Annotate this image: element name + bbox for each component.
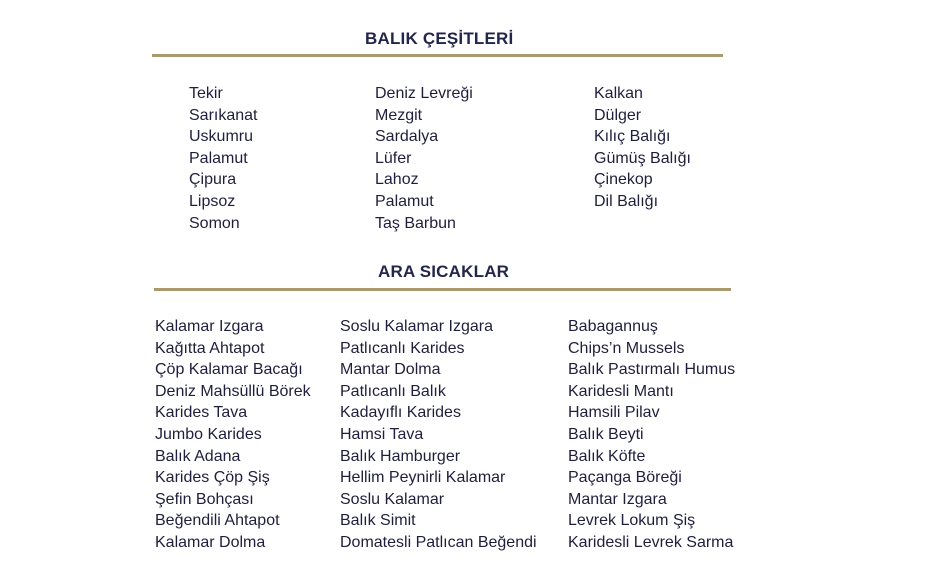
hot-section-title: ARA SICAKLAR bbox=[378, 262, 510, 281]
fish-column-2 bbox=[375, 83, 473, 234]
menu-item: Paçanga Böreği bbox=[568, 469, 682, 487]
hot-column-3 bbox=[568, 316, 735, 554]
menu-item: Kağıtta Ahtapot bbox=[155, 339, 265, 357]
menu-item: Patlıcanlı Balık bbox=[340, 382, 446, 400]
menu-item: Karidesli Levrek Sarma bbox=[568, 533, 734, 551]
menu-item: Balık Köfte bbox=[568, 447, 646, 465]
menu-item: Balık Simit bbox=[340, 512, 416, 530]
menu-item: Chips’n Mussels bbox=[568, 339, 685, 357]
menu-item: Hamsili Pilav bbox=[568, 404, 660, 422]
menu-item: Soslu Kalamar Izgara bbox=[340, 318, 493, 335]
menu-item: Gümüş Balığı bbox=[594, 149, 691, 167]
hot-column-2 bbox=[340, 316, 537, 554]
hot-column-1 bbox=[155, 316, 311, 554]
menu-item: Balık Beyti bbox=[568, 425, 644, 443]
hot-section-divider bbox=[154, 288, 731, 291]
menu-item: Mantar Dolma bbox=[340, 361, 441, 379]
menu-item: Kadayıflı Karides bbox=[340, 404, 461, 422]
menu-item: Lahoz bbox=[375, 171, 419, 189]
menu-item: Mantar Izgara bbox=[568, 490, 667, 508]
menu-item: Çöp Kalamar Bacağı bbox=[155, 361, 303, 379]
menu-item: Taş Barbun bbox=[375, 214, 456, 232]
menu-item: Kalamar Dolma bbox=[155, 533, 266, 551]
menu-item: Deniz Levreği bbox=[375, 85, 473, 102]
menu-item: Patlıcanlı Karides bbox=[340, 339, 465, 357]
menu-item: Soslu Kalamar bbox=[340, 490, 445, 508]
menu-item: Karides Tava bbox=[155, 404, 248, 422]
fish-column-1 bbox=[189, 83, 257, 234]
menu-item: Lüfer bbox=[375, 149, 412, 167]
fish-column-3 bbox=[594, 83, 691, 213]
menu-item: Sarıkanat bbox=[189, 106, 258, 124]
menu-item: Karidesli Mantı bbox=[568, 382, 674, 400]
menu-item: Jumbo Karides bbox=[155, 425, 262, 443]
menu-item: Balık Hamburger bbox=[340, 447, 461, 465]
menu-item: Kalamar Izgara bbox=[155, 318, 264, 335]
menu-item: Babagannuş bbox=[568, 318, 658, 335]
menu-item: Beğendili Ahtapot bbox=[155, 512, 280, 530]
menu-item: Hellim Peynirli Kalamar bbox=[340, 469, 506, 487]
menu-item: Balık Pastırmalı Humus bbox=[568, 361, 736, 379]
menu-item: Mezgit bbox=[375, 106, 423, 124]
menu-item: Uskumru bbox=[189, 128, 254, 146]
menu-item: Lipsoz bbox=[189, 192, 236, 210]
menu-item: Kalkan bbox=[594, 85, 643, 102]
menu-item: Karides Çöp Şiş bbox=[155, 469, 270, 487]
menu-item: Domatesli Patlıcan Beğendi bbox=[340, 533, 537, 551]
fish-section-title: BALIK ÇEŞİTLERİ bbox=[365, 29, 514, 48]
menu-item: Palamut bbox=[375, 192, 434, 210]
menu-item: Tekir bbox=[189, 85, 223, 102]
menu-item: Balık Adana bbox=[155, 447, 241, 465]
menu-item: Sardalya bbox=[375, 128, 439, 146]
menu-item: Çinekop bbox=[594, 171, 653, 189]
menu-item: Deniz Mahsüllü Börek bbox=[155, 382, 311, 400]
menu-item: Şefin Bohçası bbox=[155, 490, 254, 508]
menu-item: Dülger bbox=[594, 106, 642, 124]
menu-item: Levrek Lokum Şiş bbox=[568, 512, 696, 530]
menu-item: Kılıç Balığı bbox=[594, 128, 671, 146]
fish-section-divider bbox=[152, 54, 723, 57]
menu-item: Dil Balığı bbox=[594, 192, 659, 210]
menu-item: Palamut bbox=[189, 149, 248, 167]
menu-item: Somon bbox=[189, 214, 240, 232]
menu-item: Çipura bbox=[189, 171, 237, 189]
menu-item: Hamsi Tava bbox=[340, 425, 424, 443]
